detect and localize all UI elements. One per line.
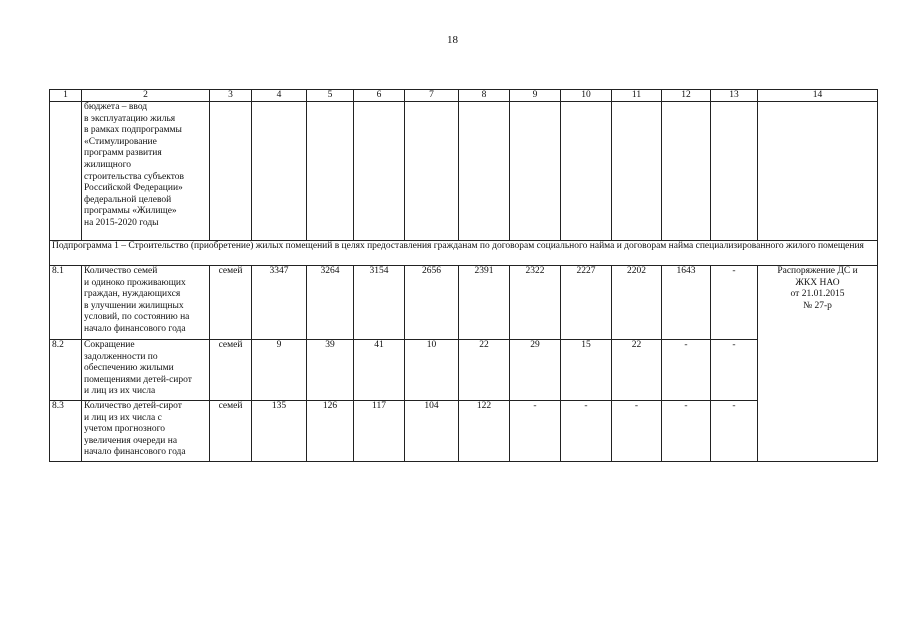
value-cell: 3264	[307, 266, 354, 340]
source-document-note: Распоряжение ДС и ЖКХ НАО от 21.01.2015 № 27-р	[758, 266, 878, 462]
column-number: 10	[561, 90, 612, 102]
column-number: 2	[82, 90, 210, 102]
value-cell: 117	[354, 401, 405, 462]
continuation-description: бюджета – ввод в эксплуатацию жилья в рамках подпрограммы «Стимулирование программ развития жилищного строительства субъектов Российской Федерации» федеральной целевой программы «Жилище» на 2015-2020 годы	[82, 102, 210, 241]
column-number: 5	[307, 90, 354, 102]
section-title: Подпрограмма 1 – Строительство (приобретение) жилых помещений в целях предоставления гражданам по договорам социального найма и договорам найма специализированного жилого помещения	[50, 241, 878, 266]
column-number: 6	[354, 90, 405, 102]
table-row	[50, 266, 878, 340]
value-cell: -	[662, 401, 711, 462]
column-number: 11	[612, 90, 662, 102]
value-cell: 126	[307, 401, 354, 462]
page-number: 18	[447, 34, 458, 46]
value-cell: 2202	[612, 266, 662, 340]
value-cell: 104	[405, 401, 459, 462]
value-cell: 9	[252, 340, 307, 401]
column-number: 9	[510, 90, 561, 102]
row-description: Количество семей и одиноко проживающих граждан, нуждающихся в улучшении жилищных условий, по состоянию на начало финансового года	[82, 266, 210, 340]
value-cell: 122	[459, 401, 510, 462]
continuation-row	[50, 102, 878, 241]
table-row	[50, 340, 878, 401]
value-cell: 39	[307, 340, 354, 401]
value-cell: 29	[510, 340, 561, 401]
column-number: 7	[405, 90, 459, 102]
column-number: 1	[50, 90, 82, 102]
value-cell: -	[711, 340, 758, 401]
column-number-row	[50, 90, 878, 102]
row-unit: семей	[210, 401, 252, 462]
value-cell: -	[711, 266, 758, 340]
value-cell: 135	[252, 401, 307, 462]
value-cell: 3154	[354, 266, 405, 340]
value-cell: 2322	[510, 266, 561, 340]
value-cell: 41	[354, 340, 405, 401]
value-cell: 2227	[561, 266, 612, 340]
value-cell: 2391	[459, 266, 510, 340]
row-description: Количество детей-сирот и лиц из их числа с учетом прогнозного увеличения очереди на начало финансового года	[82, 401, 210, 462]
value-cell: -	[612, 401, 662, 462]
row-unit: семей	[210, 340, 252, 401]
value-cell: 1643	[662, 266, 711, 340]
value-cell: -	[510, 401, 561, 462]
value-cell: 22	[459, 340, 510, 401]
column-number: 14	[758, 90, 878, 102]
value-cell: -	[662, 340, 711, 401]
column-number: 3	[210, 90, 252, 102]
row-number: 8.3	[50, 401, 82, 462]
column-number: 12	[662, 90, 711, 102]
row-description: Сокращение задолженности по обеспечению жилыми помещениями детей-сирот и лиц из их числа	[82, 340, 210, 401]
column-number: 4	[252, 90, 307, 102]
table-row	[50, 401, 878, 462]
value-cell: 15	[561, 340, 612, 401]
value-cell: 3347	[252, 266, 307, 340]
value-cell: 2656	[405, 266, 459, 340]
row-number: 8.2	[50, 340, 82, 401]
row-number: 8.1	[50, 266, 82, 340]
section-row	[50, 241, 878, 266]
indicators-table	[49, 89, 878, 462]
value-cell: -	[561, 401, 612, 462]
column-number: 13	[711, 90, 758, 102]
column-number: 8	[459, 90, 510, 102]
value-cell: -	[711, 401, 758, 462]
value-cell: 10	[405, 340, 459, 401]
value-cell: 22	[612, 340, 662, 401]
row-unit: семей	[210, 266, 252, 340]
